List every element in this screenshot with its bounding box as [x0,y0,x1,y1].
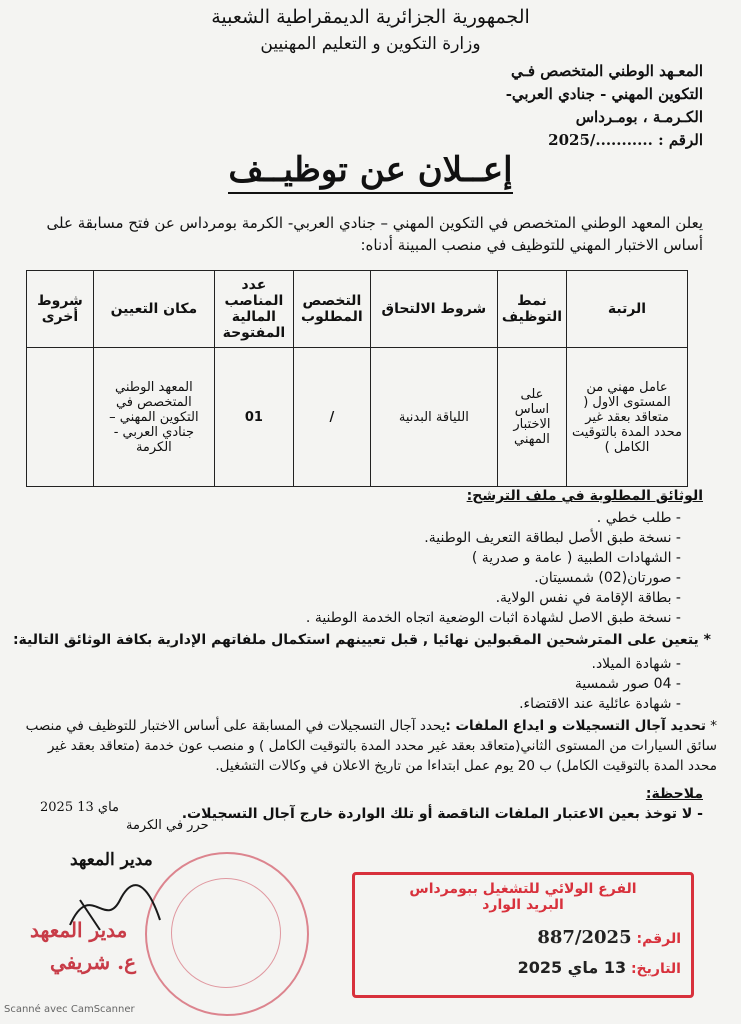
documents-heading: الوثائق المطلوبة في ملف الترشح: [466,488,703,504]
cell-assignment-place: المعهد الوطني المتخصص في التكوين المهني – جنادي العربي - الكرمة [93,348,214,487]
accepted-heading: * يتعين على المترشحين المقبولين نهائيا , قبل تعيينهم استكمال ملفاتهم الإدارية بكافة الوثائق التالية: [12,632,711,648]
republic-title: الجمهورية الجزائرية الديمقراطية الشعبية [211,6,530,28]
institute-line-3: الكـرمـة ، بومـرداس [575,108,703,126]
institute-block [506,60,703,152]
cell-recruitment-mode: على اساس الاختبار المهني [497,348,566,487]
documents-list [306,508,681,628]
list-item: - شهادة الميلاد. [591,656,681,672]
list-item: - صورتان(02) شمسيتان. [534,570,681,586]
note-text: - لا توخذ بعين الاعتبار الملفات الناقصة أو تلك الواردة خارج آجال التسجيلات. [181,806,703,822]
institute-line-2: التكوين المهني - جنادي العربي- [505,85,703,103]
note-heading: ملاحظة: [645,786,703,802]
cell-specialty: / [293,348,370,487]
reference-number: ........... [595,131,653,149]
table-header-row [27,271,688,348]
col-other-conditions: شروط أخرى [27,271,94,348]
director-title: مدير المعهد [70,850,153,870]
accepted-list [519,654,681,714]
reception-stamp [352,872,694,998]
list-item: - نسخة طبق الاصل لشهادة اثبات الوضعية اتجاه الخدمة الوطنية . [305,610,681,626]
reference-year: 2025/ [548,131,596,149]
cell-other-conditions [27,348,94,487]
intro-paragraph: يعلن المعهد الوطني المتخصص في التكوين المهني – جنادي العربي- الكرمة بومرداس عن فتح مسابقة على أساس الاختبار المهني للتوظيف في منصب المبينة أدناه: [46,214,703,254]
stamp-line-1: الفرع الولائي للتشغيل ببومرداس [409,881,637,897]
deadline-line-2: سائق السيارات من المستوى الثاني(متعاقد بعقد غير محدد المدة بالتوقيت الكامل ) و منصب عون خدمة (متعاقد بعقد غير [47,738,717,754]
list-item: - نسخة طبق الأصل لبطاقة التعريف الوطنية. [424,530,681,546]
stamp-number-row [355,927,691,948]
announcement-title-text: إعــلان عن توظيــف [228,150,512,194]
director-stamp-line-1: مدير المعهد [30,918,128,942]
deadline-line-1: * تحديد آجال التسجيلات و ايداع الملفات :يحدد آجال التسجيلات في المسابقة على أساس الاختبار للتوظيف في منصب [25,718,717,734]
table-row [27,348,688,487]
list-item: - 04 صور شمسية [574,676,681,692]
col-rank: الرتبة [567,271,688,348]
stamp-number-value: 887/2025 [537,927,632,948]
camscanner-watermark: Scanné avec CamScanner [4,1004,135,1015]
reference-line [506,129,703,152]
institute-line-1: المعـهد الوطني المتخصص فـي [510,62,703,80]
deadline-block [27,716,717,776]
list-item: - الشهادات الطبية ( عامة و صدرية ) [471,550,681,566]
positions-table [26,270,688,487]
col-specialty: التخصص المطلوب [293,271,370,348]
seal-inner-ring [171,878,281,988]
reference-label: الرقم : [658,131,703,149]
stamp-line-2: البريد الوارد [482,897,564,913]
stamp-number-label: الرقم: [636,931,681,947]
list-item: - بطاقة الإقامة في نفس الولاية. [495,590,681,606]
handwritten-date: 2025 ماي 13 [40,800,119,815]
ministry-title: وزارة التكوين و التعليم المهنيين [260,34,481,54]
deadline-line-3: محدد المدة بالتوقيت الكامل) ب 20 يوم عمل ابتداءا من تاريخ الاعلان في وكالات التشغيل. [215,758,717,774]
cell-conditions: اللياقة البدنية [370,348,497,487]
director-stamp-line-2: ع. شريفي [50,950,137,974]
place-written: حرر في الكرمة [126,818,209,833]
cell-rank: عامل مهني من المستوى الاول ( متعاقد بعقد غير محدد المدة بالتوقيت الكامل ) [567,348,688,487]
stamp-date-row [355,958,691,977]
stamp-date-label: التاريخ: [630,961,681,977]
announcement-title [0,150,741,190]
list-item: - طلب خطي . [596,510,681,526]
col-assignment-place: مكان التعيين [93,271,214,348]
stamp-date-value: 13 ماي 2025 [517,958,627,977]
col-conditions: شروط الالتحاق [370,271,497,348]
cell-open-posts: 01 [214,348,293,487]
col-open-posts: عدد المناصب المالية المفتوحة [214,271,293,348]
col-recruitment-mode: نمط التوظيف [497,271,566,348]
list-item: - شهادة عائلية عند الاقتضاء. [519,696,681,712]
deadline-label: تحديد آجال التسجيلات و ايداع الملفات : [445,718,706,734]
